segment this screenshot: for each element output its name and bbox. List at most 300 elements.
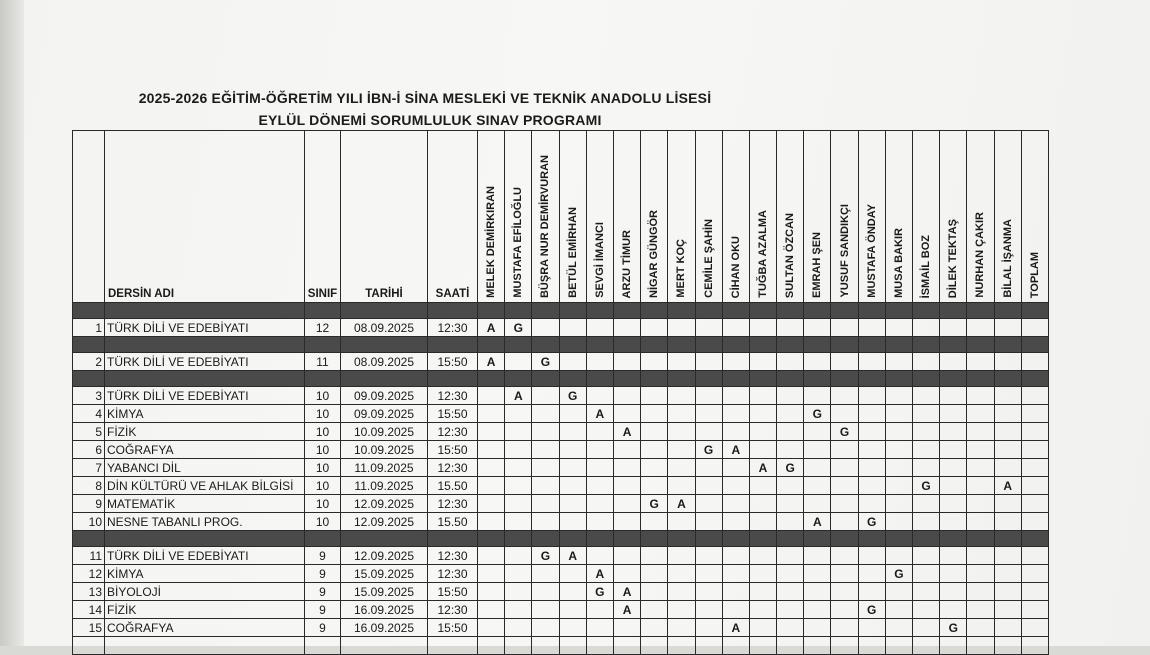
empty-cell (940, 459, 967, 477)
empty-cell (777, 441, 804, 459)
empty-cell (804, 441, 831, 459)
empty-cell (641, 441, 668, 459)
row-number: 12 (73, 565, 105, 583)
separator-cell (722, 371, 749, 387)
separator-cell (641, 371, 668, 387)
header-teacher (885, 131, 912, 303)
empty-cell (940, 601, 967, 619)
separator-cell (478, 371, 505, 387)
empty-cell (777, 601, 804, 619)
duty-mark: G (885, 565, 912, 583)
empty-cell (559, 459, 586, 477)
separator-cell (858, 337, 885, 353)
empty-cell (831, 387, 858, 405)
header-tarih: TARİHİ (341, 131, 428, 303)
exam-time: 15:50 (428, 353, 478, 371)
separator-cell (559, 337, 586, 353)
duty-mark: G (586, 583, 613, 601)
empty-cell (478, 405, 505, 423)
class-level: 9 (305, 601, 341, 619)
table-row (73, 619, 1049, 637)
separator-cell (559, 371, 586, 387)
teacher-name: BİLAL İŞANMA (1001, 219, 1014, 298)
separator-cell (804, 303, 831, 319)
exam-time: 12:30 (428, 459, 478, 477)
empty-cell (940, 405, 967, 423)
separator-cell (641, 337, 668, 353)
teacher-name: NURHAN ÇAKIR (974, 212, 987, 298)
empty-cell (885, 353, 912, 371)
empty-cell (749, 583, 776, 601)
separator-cell (505, 303, 532, 319)
empty-cell (994, 459, 1021, 477)
duty-mark: A (478, 353, 505, 371)
separator-row (73, 371, 1049, 387)
empty-cell (478, 583, 505, 601)
empty-cell (613, 477, 640, 495)
table-row (73, 387, 1049, 405)
empty-cell (749, 495, 776, 513)
separator-cell (967, 371, 994, 387)
teacher-name: MUSTAFA ÖNDAY (865, 204, 878, 298)
separator-cell (749, 337, 776, 353)
empty-cell (505, 565, 532, 583)
exam-date: 16.09.2025 (341, 619, 428, 637)
separator-cell (695, 303, 722, 319)
empty-cell (831, 565, 858, 583)
separator-cell (478, 303, 505, 319)
separator-cell (428, 531, 478, 547)
course-name: MATEMATİK (105, 495, 305, 513)
empty-cell (858, 477, 885, 495)
teacher-name: BÜŞRA NUR DEMİRVURAN (539, 154, 552, 298)
empty-cell (722, 565, 749, 583)
empty-cell (777, 387, 804, 405)
separator-cell (994, 303, 1021, 319)
teacher-name: İSMAİL BOZ (920, 234, 933, 298)
exam-time: 15:50 (428, 441, 478, 459)
empty-cell (913, 405, 940, 423)
header-teacher (695, 131, 722, 303)
empty-cell (777, 583, 804, 601)
empty-cell (505, 495, 532, 513)
exam-date: 11.09.2025 (341, 477, 428, 495)
empty-cell (586, 477, 613, 495)
table-row (73, 477, 1049, 495)
teacher-name: MERT KOÇ (675, 239, 688, 298)
duty-mark: A (668, 495, 695, 513)
empty-cell (505, 547, 532, 565)
empty-cell (994, 423, 1021, 441)
empty-cell (559, 423, 586, 441)
header-teacher (532, 131, 559, 303)
empty-cell (641, 601, 668, 619)
empty-cell (559, 583, 586, 601)
empty-cell (777, 565, 804, 583)
header-teacher (722, 131, 749, 303)
duty-mark: A (478, 319, 505, 337)
class-level: 11 (305, 353, 341, 371)
separator-cell (73, 337, 105, 353)
duty-mark: A (994, 477, 1021, 495)
empty-cell (885, 319, 912, 337)
empty-cell (695, 459, 722, 477)
separator-cell (749, 531, 776, 547)
row-number: 4 (73, 405, 105, 423)
course-name: BİYOLOJİ (105, 583, 305, 601)
empty-cell (831, 495, 858, 513)
empty-cell (913, 353, 940, 371)
empty-cell (559, 477, 586, 495)
empty-cell (913, 565, 940, 583)
empty-cell (722, 495, 749, 513)
empty-cell (885, 387, 912, 405)
empty-cell (722, 319, 749, 337)
empty-cell (478, 513, 505, 531)
empty-cell (804, 547, 831, 565)
teacher-name: CEMİLE ŞAHİN (702, 219, 715, 298)
empty-cell (885, 513, 912, 531)
empty-cell (913, 619, 940, 637)
empty-cell (994, 319, 1021, 337)
empty-cell (994, 441, 1021, 459)
empty-cell (994, 547, 1021, 565)
class-level: 10 (305, 477, 341, 495)
separator-cell (695, 531, 722, 547)
header-teacher (478, 131, 505, 303)
duty-mark: G (777, 459, 804, 477)
empty-cell (559, 441, 586, 459)
empty-cell (831, 319, 858, 337)
empty-cell (722, 583, 749, 601)
table-row (73, 583, 1049, 601)
empty-cell (804, 619, 831, 637)
header-teacher (994, 131, 1021, 303)
course-name: DİN KÜLTÜRÜ VE AHLAK BİLGİSİ (105, 477, 305, 495)
teacher-name: DİLEK TEKTAŞ (947, 218, 960, 298)
exam-date: 15.09.2025 (341, 583, 428, 601)
empty-cell (940, 319, 967, 337)
empty-cell (478, 441, 505, 459)
empty-cell (885, 547, 912, 565)
empty-cell (586, 387, 613, 405)
exam-date: 08.09.2025 (341, 353, 428, 371)
exam-time: 12:30 (428, 601, 478, 619)
course-name: TÜRK DİLİ VE EDEBİYATI (105, 319, 305, 337)
duty-mark: G (559, 387, 586, 405)
class-level: 9 (305, 619, 341, 637)
exam-date: 08.09.2025 (341, 319, 428, 337)
empty-cell (532, 459, 559, 477)
separator-cell (532, 531, 559, 547)
separator-cell (668, 337, 695, 353)
empty-cell (994, 405, 1021, 423)
empty-cell (586, 459, 613, 477)
duty-mark: A (613, 423, 640, 441)
empty-cell (478, 565, 505, 583)
header-teacher (559, 131, 586, 303)
table-row (73, 459, 1049, 477)
separator-cell (668, 371, 695, 387)
table-row (73, 353, 1049, 371)
empty-cell (940, 495, 967, 513)
header-teacher (940, 131, 967, 303)
duty-mark: G (858, 601, 885, 619)
empty-cell (858, 441, 885, 459)
empty-cell (532, 601, 559, 619)
duty-mark: G (505, 319, 532, 337)
separator-cell (341, 531, 428, 547)
separator-cell (967, 337, 994, 353)
exam-date: 09.09.2025 (341, 405, 428, 423)
empty-cell (695, 387, 722, 405)
exam-date: 12.09.2025 (341, 547, 428, 565)
teacher-name: SEVGİ İMANCI (593, 222, 606, 298)
empty-cell (804, 583, 831, 601)
exam-time: 12:30 (428, 319, 478, 337)
class-level: 10 (305, 387, 341, 405)
separator-cell (940, 371, 967, 387)
header-saat: SAATİ (428, 131, 478, 303)
empty-cell (695, 353, 722, 371)
separator-cell (831, 371, 858, 387)
row-number: 13 (73, 583, 105, 601)
separator-cell (749, 303, 776, 319)
empty-cell (940, 565, 967, 583)
separator-cell (613, 371, 640, 387)
row-number: 3 (73, 387, 105, 405)
course-name: COĞRAFYA (105, 619, 305, 637)
empty-cell (913, 547, 940, 565)
empty-cell (967, 387, 994, 405)
toplam-cell (1021, 423, 1048, 441)
empty-cell (831, 513, 858, 531)
separator-cell (885, 337, 912, 353)
separator-cell (777, 337, 804, 353)
empty-cell (967, 423, 994, 441)
separator-cell (940, 337, 967, 353)
empty-cell (885, 477, 912, 495)
empty-cell (613, 319, 640, 337)
empty-cell (940, 423, 967, 441)
separator-cell (994, 371, 1021, 387)
class-level: 10 (305, 423, 341, 441)
empty-cell (641, 353, 668, 371)
separator-cell (73, 303, 105, 319)
empty-cell (749, 601, 776, 619)
row-number: 15 (73, 619, 105, 637)
header-teacher (749, 131, 776, 303)
empty-cell (940, 547, 967, 565)
empty-cell (532, 513, 559, 531)
empty-cell (505, 583, 532, 601)
separator-cell (305, 337, 341, 353)
empty-cell (613, 387, 640, 405)
header-toplam (1021, 131, 1048, 303)
exam-time: 15.50 (428, 513, 478, 531)
separator-cell (613, 531, 640, 547)
empty-cell (858, 619, 885, 637)
empty-cell (858, 423, 885, 441)
empty-cell (505, 459, 532, 477)
teacher-name: NİGAR GÜNGÖR (648, 210, 661, 298)
empty-cell (858, 319, 885, 337)
teacher-name: YUSUF SANDIKÇI (838, 204, 851, 298)
empty-cell (831, 547, 858, 565)
empty-cell (613, 459, 640, 477)
separator-cell (967, 531, 994, 547)
empty-cell (722, 601, 749, 619)
separator-cell (559, 531, 586, 547)
table-row (73, 513, 1049, 531)
empty-cell (613, 547, 640, 565)
empty-cell (967, 547, 994, 565)
empty-cell (586, 319, 613, 337)
empty-cell (967, 319, 994, 337)
empty-cell (695, 547, 722, 565)
separator-cell (305, 371, 341, 387)
exam-time: 12:30 (428, 547, 478, 565)
separator-cell (305, 303, 341, 319)
empty-cell (532, 477, 559, 495)
empty-cell (804, 387, 831, 405)
empty-cell (532, 495, 559, 513)
course-name: KİMYA (105, 565, 305, 583)
empty-cell (994, 353, 1021, 371)
separator-cell (913, 337, 940, 353)
empty-cell (586, 619, 613, 637)
empty-cell (749, 353, 776, 371)
exam-time: 15:50 (428, 405, 478, 423)
document-title: 2025-2026 EĞİTİM-ÖĞRETİM YILI İBN-İ SİNA MESLEKİ VE TEKNİK ANADOLU LİSESİ (138, 90, 712, 106)
empty-cell (994, 387, 1021, 405)
empty-cell (913, 601, 940, 619)
empty-cell (641, 565, 668, 583)
separator-cell (994, 531, 1021, 547)
header-teacher (804, 131, 831, 303)
exam-date: 10.09.2025 (341, 423, 428, 441)
empty-cell (777, 477, 804, 495)
course-name: COĞRAFYA (105, 441, 305, 459)
empty-cell (695, 583, 722, 601)
exam-time: 12:30 (428, 423, 478, 441)
empty-cell (559, 405, 586, 423)
empty-cell (613, 405, 640, 423)
separator-cell (105, 337, 305, 353)
separator-cell (641, 303, 668, 319)
separator-cell (532, 337, 559, 353)
duty-mark: A (749, 459, 776, 477)
empty-cell (668, 319, 695, 337)
separator-cell (831, 303, 858, 319)
empty-cell (505, 441, 532, 459)
separator-cell (831, 531, 858, 547)
class-level: 9 (305, 583, 341, 601)
empty-cell (505, 513, 532, 531)
empty-cell (668, 459, 695, 477)
empty-cell (749, 477, 776, 495)
table-row (73, 319, 1049, 337)
empty-cell (586, 601, 613, 619)
empty-cell (505, 405, 532, 423)
header-teacher (858, 131, 885, 303)
duty-mark: A (722, 619, 749, 637)
empty-cell (478, 459, 505, 477)
toplam-cell (1021, 583, 1048, 601)
separator-cell (1021, 371, 1048, 387)
empty-cell (668, 513, 695, 531)
empty-cell (994, 619, 1021, 637)
empty-cell (722, 513, 749, 531)
empty-cell (858, 565, 885, 583)
header-no (73, 131, 105, 303)
empty-cell (777, 513, 804, 531)
empty-cell (967, 513, 994, 531)
empty-cell (749, 619, 776, 637)
separator-cell (586, 337, 613, 353)
separator-cell (341, 337, 428, 353)
empty-cell (613, 513, 640, 531)
empty-cell (668, 601, 695, 619)
duty-mark: A (586, 565, 613, 583)
toplam-cell (1021, 601, 1048, 619)
empty-cell (967, 619, 994, 637)
empty-cell (913, 459, 940, 477)
empty-cell (967, 441, 994, 459)
separator-cell (804, 337, 831, 353)
empty-cell (777, 619, 804, 637)
teacher-name: TUĞBA AZALMA (756, 210, 769, 298)
separator-cell (505, 371, 532, 387)
empty-cell (613, 565, 640, 583)
empty-cell (641, 405, 668, 423)
separator-cell (613, 303, 640, 319)
exam-date: 10.09.2025 (341, 441, 428, 459)
separator-cell (858, 303, 885, 319)
separator-cell (305, 531, 341, 547)
separator-cell (428, 337, 478, 353)
empty-cell (532, 583, 559, 601)
empty-cell (478, 387, 505, 405)
header-ders: DERSİN ADI (105, 131, 305, 303)
empty-cell (695, 319, 722, 337)
separator-cell (428, 303, 478, 319)
empty-cell (777, 319, 804, 337)
header-teacher (505, 131, 532, 303)
toplam-label: TOPLAM (1028, 251, 1041, 298)
empty-cell (668, 405, 695, 423)
teacher-name: MUSA BAKIR (892, 228, 905, 298)
exam-time: 12:30 (428, 387, 478, 405)
exam-date: 11.09.2025 (341, 459, 428, 477)
empty-cell (641, 423, 668, 441)
empty-cell (505, 477, 532, 495)
duty-mark: G (831, 423, 858, 441)
empty-cell (885, 441, 912, 459)
separator-cell (505, 531, 532, 547)
duty-mark: G (532, 547, 559, 565)
toplam-cell (1021, 319, 1048, 337)
teacher-name: ARZU TİMUR (621, 229, 634, 298)
row-number: 6 (73, 441, 105, 459)
empty-cell (695, 495, 722, 513)
empty-cell (532, 565, 559, 583)
empty-cell (613, 619, 640, 637)
empty-cell (885, 495, 912, 513)
row-number: 8 (73, 477, 105, 495)
empty-cell (967, 565, 994, 583)
separator-cell (105, 303, 305, 319)
